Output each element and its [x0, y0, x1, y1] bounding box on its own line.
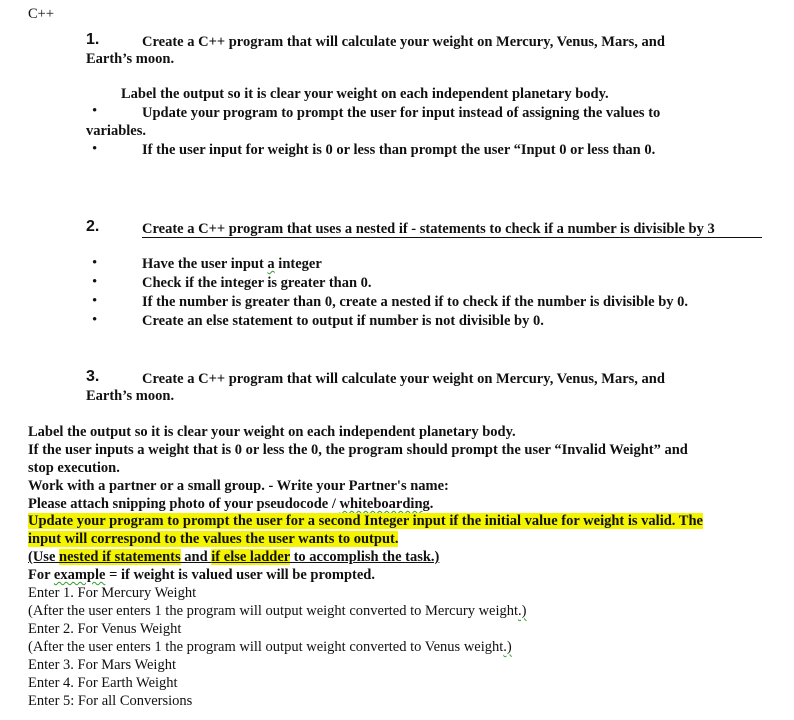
section-3-invalid-line2: stop execution.	[28, 460, 120, 476]
bullet-glyph: •	[92, 274, 98, 290]
bullet-glyph: •	[92, 141, 98, 157]
option-4: Enter 4. For Earth Weight	[28, 675, 178, 691]
section-3-highlight-line1: Update your program to prompt the user for a second Integer input if the initial value for weight is valid. The	[28, 513, 703, 529]
section-1-line1: Create a C++ program that will calculate your weight on Mercury, Venus, Mars, and	[142, 34, 665, 50]
section-2-title: Create a C++ program that uses a nested if - statements to check if a number is divisible by 3	[142, 221, 715, 237]
bullet-glyph: •	[92, 255, 98, 271]
section-1-number: 1.	[86, 31, 100, 48]
option-2: Enter 2. For Venus Weight	[28, 621, 182, 637]
bullet-glyph: •	[92, 103, 98, 119]
section-3-invalid-line1: If the user inputs a weight that is 0 or less the 0, the program should prompt the user “Invalid Weight” and	[28, 442, 688, 458]
section-3-use-line: (Use nested if statements and if else ladder to accomplish the task.)	[28, 549, 440, 565]
section-1-bullet-a-line2: variables.	[86, 123, 147, 139]
section-3-line2: Earth’s moon.	[86, 388, 175, 404]
bullet-glyph: •	[92, 312, 98, 328]
section-3-number: 3.	[86, 368, 100, 385]
option-1-note: (After the user enters 1 the program will output weight converted to Mercury weight.)	[28, 603, 527, 619]
section-3-line1: Create a C++ program that will calculate your weight on Mercury, Venus, Mars, and	[142, 371, 665, 387]
option-3: Enter 3. For Mars Weight	[28, 657, 176, 673]
section-1-label: Label the output so it is clear your weight on each independent planetary body.	[121, 86, 609, 102]
bullet-glyph: •	[92, 293, 98, 309]
section-1-bullet-a-line1: Update your program to prompt the user for input instead of assigning the values to	[142, 105, 661, 121]
section-3-label: Label the output so it is clear your weight on each independent planetary body.	[28, 424, 516, 440]
section-2-number: 2.	[86, 218, 100, 235]
section-3-partner: Work with a partner or a small group. - Write your Partner's name:	[28, 478, 449, 494]
section-2-bullet-3: If the number is greater than 0, create a nested if to check if the number is divisible by 0.	[142, 294, 689, 310]
section-2-bullet-1: Have the user input a integer	[142, 256, 322, 272]
option-1: Enter 1. For Mercury Weight	[28, 585, 197, 601]
section-3-highlight-line2: input will correspond to the values the user wants to output.	[28, 531, 399, 547]
section-3-attach: Please attach snipping photo of your pseudocode / whiteboarding.	[28, 496, 434, 512]
option-5: Enter 5: For all Conversions	[28, 693, 193, 709]
document-header: C++	[28, 6, 55, 22]
section-2-bullet-2: Check if the integer is greater than 0.	[142, 275, 372, 291]
section-2-title-underline	[142, 237, 762, 238]
section-1-bullet-b: If the user input for weight is 0 or less than prompt the user “Input 0 or less than 0.	[142, 142, 656, 158]
section-2-bullet-4: Create an else statement to output if number is not divisible by 0.	[142, 313, 544, 329]
section-1-line2: Earth’s moon.	[86, 51, 175, 67]
section-3-example-line: For example = if weight is valued user will be prompted.	[28, 567, 375, 583]
option-2-note: (After the user enters 1 the program will output weight converted to Venus weight.)	[28, 639, 512, 655]
